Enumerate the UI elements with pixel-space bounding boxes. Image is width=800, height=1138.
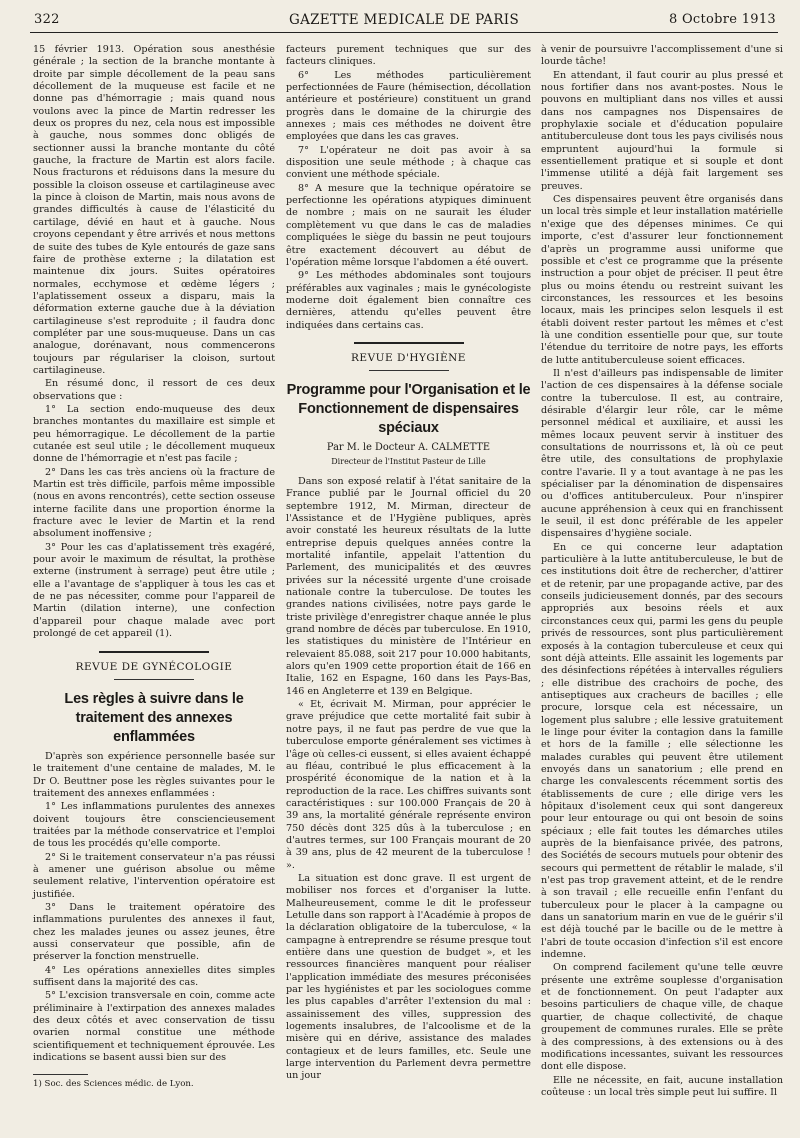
section-heading-hygiene: REVUE D'HYGIÈNE (351, 351, 466, 364)
paragraph: Il n'est d'ailleurs pas indispensable de limiter l'action de ces dispensaires à la défense sociale contre la tuberculose. Il est, au contraire, désirable d'élargir leur rôle, car le même personnel médical et auxiliaire, et aussi les mêmes locaux peuvent servir à instituer des consultations de nourrissons et, là où ce peut être utile, des consultations de prophylaxie contre l'avarie. Il y a tout avantage à ne pas les spécialiser par la dénomination de dispensaires ou d'offices antituberculeux. Pour n'inspirer aucune appréhension à ceux qui en franchissent le seuil, il est donc préférable de les appeler dispensaires d'hygiène sociale. (541, 367, 783, 540)
paragraph: 3° Pour les cas d'aplatissement très exagéré, pour avoir le maximum de résultat, la prothèse externe (instrument à serrage) peut être utile ; elle a l'avantage de s'appliquer à tous les cas et de ne pas nécessiter, comme pour l'appareil de Martin (dilation interne), une confection d'appareil pour chaque malade avec port prolongé de cet appareil (1). (33, 541, 275, 640)
section-divider (99, 651, 209, 653)
column-left (33, 44, 275, 1092)
paragraph: 2° Dans les cas très anciens où la fracture de Martin est très difficile, parfois même impossible (nous en avons rencontrés), cette section osseuse interne facilite dans une proportion énorme la fracture avec le levier de Martin et la rend absolument inoffensive ; (33, 466, 275, 540)
journal-title: GAZETTE MEDICALE DE PARIS (288, 12, 519, 28)
paragraph: 1° Les inflammations purulentes des annexes doivent toujours être consciencieusement traitées par la méthode conservatrice et l'emploi de tous les procédés qu'elle comporte. (33, 801, 275, 850)
heading-underline (369, 370, 449, 371)
issue-date: 8 Octobre 1913 (668, 12, 776, 27)
paragraph: En ce qui concerne leur adaptation particulière à la lutte antituberculeuse, le but de ces institutions doit être de rechercher, d'attirer et de retenir, par une propagande active, par des conseils judicieusement donnés, par des secours appropriés aux besoins réels et aux circonstances ceux qui, parmi les gens du peuple privés de ressources, sont plus particulièrement exposés à la contagion tuberculeuse et ceux qui sont déjà atteints. Elle assainit les logements par des désinfections répétées à intervalles réguliers ; elle distribue des crachoirs de poche, des antiseptiques aux cracheurs de bacilles ; elle procure, lorsque cela est nécessaire, un logement plus salubre ; elle lessive gratuitement le linge pour éviter la contagion dans la famille et hors de la famille ; elle sélectionne les malades curables qui peuvent être utilement envoyés dans un sanatorium ; elle prend en charge les convalescents récemment sortis des établissements de cure ; elle dirige vers les hôpitaux d'isolement ceux qui sont dangereux pour leur entourage ou qui ont besoin de soins spéciaux ; elle fait toutes les démarches utiles auprès de la bienfaisance privée, des patrons, des Sociétés de secours mutuels pour obtenir des secours qui permettent de rétablir le malade, s'il n'est pas trop gravement atteint, et de le rendre à son travail ; elle recueille enfin l'enfant du tuberculeux pour le placer à la campagne ou dans un sanatorium marin en vue de le guérir s'il est déjà touché par le bacille ou de le mettre à l'abri de toute occasion d'infection s'il est encore indemne. (541, 541, 783, 961)
paragraph: On comprend facilement qu'une telle œuvre présente une extrême souplesse d'organisation et de fonctionnement. On peut l'adapter aux besoins particuliers de chaque ville, de chaque quartier, de chaque collectivité, de chaque groupement de communes rurales. Elle se prête à des compressions, à des extensions ou à des modifications incessantes, suivant les ressources dont elle dispose. (541, 962, 783, 1073)
column-right (541, 44, 783, 1100)
paragraph: Dans son exposé relatif à l'état sanitaire de la France publié par le Journal officiel du 20 septembre 1912, M. Mirman, directeur de l'Assistance et de l'Hygiène publiques, après avoir constaté les heureux résultats de la lutte entreprise depuis quelques années contre la mortalité infantile, appelait l'attention du Parlement, des municipalités et des œuvres privées sur la nécessité urgente d'une croisade nationale contre la tuberculose. De toutes les grandes nations civilisées, notre pays garde le triste privilège d'enregistrer chaque année le plus grand nombre de décès par tuberculose. En 1910, les statistiques du ministère de l'Intérieur en relevaient 85.088, soit 217 pour 10.000 habitants, alors qu'en 1909 cette proportion était de 166 en Italie, 162 en Espagne, 160 dans les Pays-Bas, 146 en Angleterre et 139 en Belgique. (286, 475, 531, 697)
section-divider (354, 342, 464, 344)
paragraph: En résumé donc, il ressort de ces deux observations que : (33, 378, 275, 402)
paragraph: 9° Les méthodes abdominales sont toujours préférables aux vaginales ; mais le gynécologiste moderne doit également bien connaître ces dernières, attendu qu'elles peuvent être indiquées dans certains cas. (286, 270, 531, 331)
footnote: 1) Soc. des Sciences médic. de Lyon. (33, 1079, 194, 1090)
paragraph: 2° Si le traitement conservateur n'a pas réussi à amener une guérison absolue ou même seulement relative, l'intervention opératoire est justifiée. (33, 851, 275, 900)
paragraph: 8° A mesure que la technique opératoire se perfectionne les opérations atypiques diminuent de nombre ; mais on ne saurait les éluder complètement vu que dans le cas de maladies compliquées le siège du bassin ne peut toujours être exactement découvert au début de l'opération même lorsque l'abdomen a été ouvert. (286, 182, 531, 268)
paragraph: En attendant, il faut courir au plus pressé et nous fortifier dans nos avant-postes. Nous le pouvons en multipliant dans nos villes et aussi dans nos campagnes nos Dispensaires de prophylaxie sociale et d'éducation populaire antituberculeuse dont tous les pays civilisés nous empruntent aujourd'hui la formule si essentiellement pratique et si souple et dont l'immense utilité a déjà fait largement ses preuves. (541, 69, 783, 192)
author-affiliation: Directeur de l'Institut Pasteur de Lille (331, 456, 486, 466)
paragraph: Ces dispensaires peuvent être organisés dans un local très simple et leur installation matérielle n'exige que des dépenses minimes. Ce qui importe, c'est d'assurer leur fonctionnement d'après un programme aussi uniforme que possible et c'est ce programme que la présente instruction a pour objet de préciser. Il peut être plus ou moins étendu ou restreint suivant les circonstances, les ressources et les besoins locaux, mais les principes selon lesquels il est établi doivent rester partout les mêmes et c'est là une condition essentielle pour que, sur toute l'étendue du territoire de notre pays, les efforts de lutte antituberculeuse soient efficaces. (541, 194, 783, 366)
paragraph: « Et, écrivait M. Mirman, pour apprécier le grave préjudice que cette mortalité fait subir à notre pays, il ne faut pas perdre de vue que la tuberculose emporte généralement ses victimes à l'âge où celles-ci eussent, si elles avaient échappé au fléau, contribué le plus efficacement à la prospérité économique de la nation et à la reproduction de la race. Les chiffres suivants sont caractéristiques : sur 100.000 Français de 20 à 39 ans, la mortalité générale représente environ 750 décès dont 325 dûs à la tuberculose ; en d'autres termes, sur 100 Français mourant de 20 à 39 ans, plus de 42 meurent de la tuberculose ! ». (286, 699, 531, 871)
paragraph: Elle ne nécessite, en fait, aucune installation coûteuse : un local très simple peut lui suffire. Il (541, 1074, 783, 1098)
paragraph: 1° La section endo-muqueuse des deux branches montantes du maxillaire est simple et peu hémorragique. Le décollement de la partie cutanée est seul utile ; le décollement muqueux donne de l'hémorragie et n'est pas facile ; (33, 403, 275, 465)
paragraph: 4° Les opérations annexielles dites simples suffisent dans la majorité des cas. (33, 964, 275, 989)
footnote-divider (33, 1074, 88, 1075)
article-title-annexes: Les règles à suivre dans le traitement des annexes enflammées (64, 690, 244, 745)
paragraph: La situation est donc grave. Il est urgent de mobiliser nos forces et d'organiser la lutte. Malheureusement, comme le dit le professeur Letulle dans son rapport à l'Académie à propos de la déclaration obligatoire de la tuberculose, « la campagne à entreprendre se résume presque tout entière dans une question de budget », et les ressources financières manquent pour réaliser l'application immédiate des mesures préconisées par les hygiénistes et par les sociologues comme les plus capables d'arrêter l'extension du mal : assainissement des villes, suppression des logements insalubres, de l'alcoolisme et de la misère qui en dérive, assistance des malades contagieux et de leurs familles, etc. Seule une large intervention du Parlement devra permettre un jour (286, 872, 531, 1082)
article-title-dispensaires: Programme pour l'Organisation et le Fonctionnement de dispensaires spéciaux (286, 382, 531, 437)
column-middle (286, 44, 531, 1084)
paragraph: 6° Les méthodes particulièrement perfectionnées de Faure (hémisection, décollation antérieure et postérieure) constituent un grand progrès dans le domaine de la chirurgie des annexes ; mais ces méthodes ne doivent être employées que dans les cas graves. (286, 69, 531, 143)
page-number: 322 (34, 12, 60, 27)
author-byline: Par M. le Docteur A. CALMETTE (326, 442, 491, 454)
section-heading-gynecologie: REVUE DE GYNÉCOLOGIE (75, 660, 233, 673)
paragraph: 3° Dans le traitement opératoire des inflammations purulentes des annexes il faut, chez les malades jeunes ou assez jeunes, être aussi conservateur que possible, afin de préserver la fonction menstruelle. (33, 901, 275, 963)
paragraph: D'après son expérience personnelle basée sur le traitement d'une centaine de malades, M. le Dr O. Beuttner pose les règles suivantes pour le traitement des annexes enflammées : (33, 750, 275, 799)
heading-underline (114, 679, 194, 680)
paragraph: à venir de poursuivre l'accomplissement d'une si lourde tâche! (541, 44, 783, 68)
paragraph: facteurs purement techniques que sur des facteurs cliniques. (286, 44, 531, 68)
paragraph: 7° L'opérateur ne doit pas avoir à sa disposition une seule méthode ; à chaque cas convient une méthode spéciale. (286, 144, 531, 181)
paragraph: 15 février 1913. Opération sous anesthésie générale ; la section de la branche montante à droite par simple décollement de la peau sans décollement de la muqueuse est facile et ne donne pas d'hémorragie ; mais quand nous voulons avec la pince de Martin redresser les deux os propres du nez, cela nous est impossible à gauche, nous sommes donc obligés de sectionner aussi la branche montante du côté gauche, la fracture de Martin est alors facile. Nous fracturons et réduisons dans la mesure du possible la cloison osseuse et cartilagineuse avec la pince à cloison de Martin, mais nous avons de grandes difficultés à cause de l'élasticité du cartilage, dévié en haut et à gauche. Nous croyons cependant y être arrivés et nous mettons de suite des tubes de Kyle entourés de gaze sans faire de prothèse externe ; la dilatation est maintenue dix jours. Suites opératoires normales, ecchymose et œdème légers ; l'aplatissement osseux a disparu, mais la déformation externe gauche due à la déviation cartilagineuse s'est reproduite ; il faudra donc compléter par une sous-muqueuse. Dans un cas analogue, dorénavant, nous commencerons toujours par régulariser la cloison, surtout cartilagineuse. (33, 44, 275, 376)
paragraph: 5° L'excision transversale en coin, comme acte préliminaire à l'extirpation des annexes malades des deux côtés et avec conservation de tissu ovarien normal constitue une méthode scientifiquement et techniquement éprouvée. Les indications se basent aussi bien sur des (33, 990, 275, 1064)
page-header (30, 6, 778, 33)
